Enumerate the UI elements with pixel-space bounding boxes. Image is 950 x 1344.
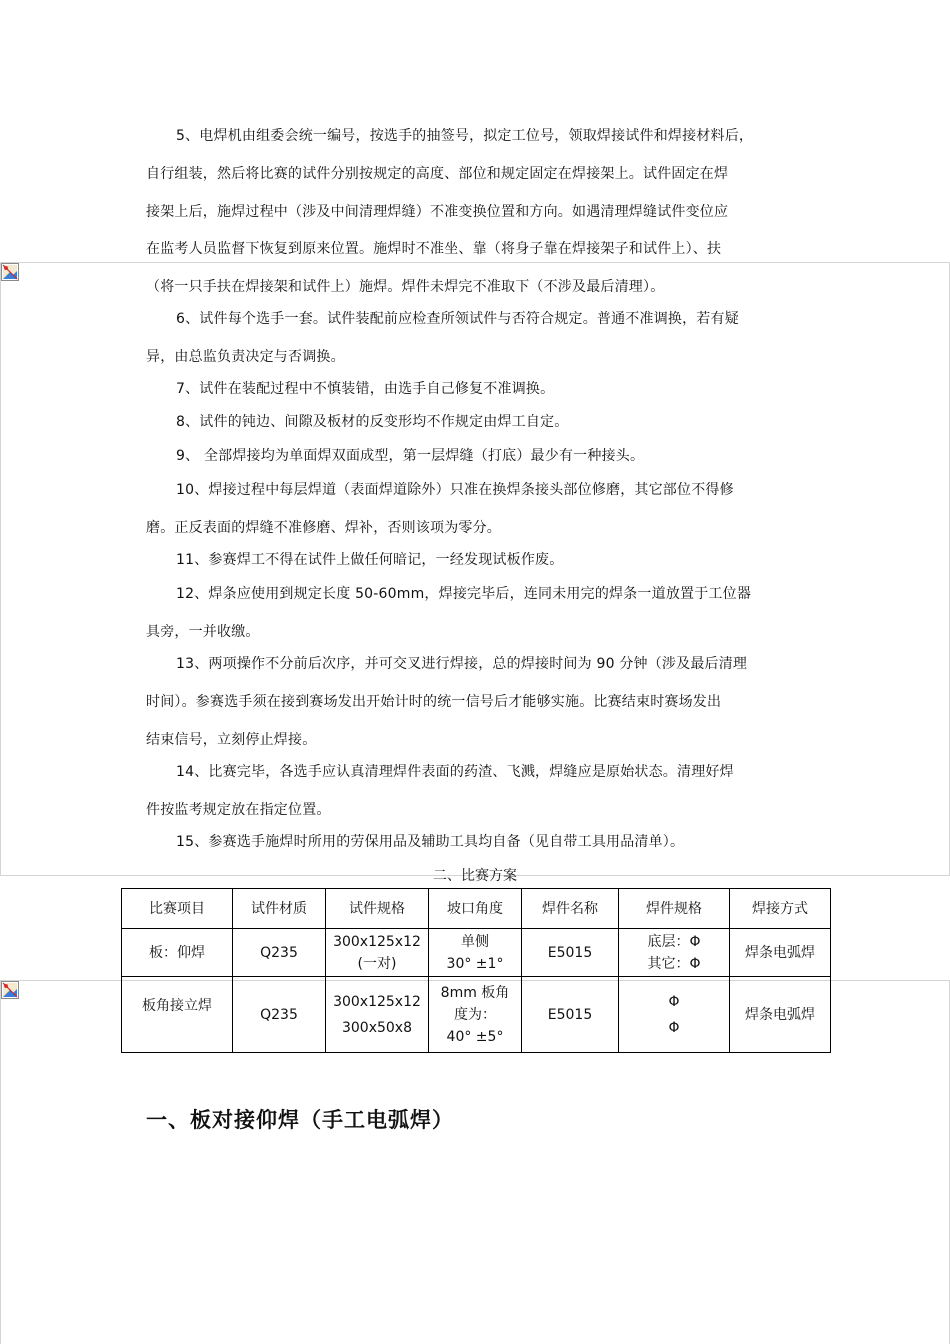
table-cell-line: 8mm 板角 [440, 984, 510, 1001]
text-line: 10、焊接过程中每层焊道（表面焊道除外）只准在换焊条接头部位修磨，其它部位不得修 [176, 482, 734, 498]
table-header-cell: 焊件规格 [619, 889, 730, 929]
table-cell [429, 977, 522, 1053]
table-cell: E5015 [522, 977, 619, 1053]
text-line: 11、参赛焊工不得在试件上做任何暗记，一经发现试板作废。 [176, 552, 564, 568]
table-cell: Q235 [233, 977, 326, 1053]
table-cell: 焊条电弧焊 [730, 977, 831, 1053]
table-header-row [122, 889, 831, 929]
text-line: 15、参赛选手施焊时所用的劳保用品及辅助工具均自备（见自带工具用品清单）。 [176, 834, 685, 850]
table-header-cell: 试件规格 [326, 889, 429, 929]
table-header-cell: 坡口角度 [429, 889, 522, 929]
table-cell-line: 单侧 [461, 933, 489, 950]
text-line: 自行组装，然后将比赛的试件分别按规定的高度、部位和规定固定在焊接架上。试件固定在焊 [146, 166, 729, 182]
table-caption: 二、比赛方案 [433, 868, 517, 884]
table-cell [429, 929, 522, 977]
text-line: 时间）。参赛选手须在接到赛场发出开始计时的统一信号后才能够实施。比赛结束时赛场发出 [146, 694, 722, 710]
table-cell-line: Φ [668, 993, 680, 1010]
broken-image-icon [1, 981, 19, 999]
text-line: 接架上后，施焊过程中（涉及中间清理焊缝）不准变换位置和方向。如遇清理焊缝试件变位应 [146, 204, 729, 220]
section-heading: 一、板对接仰焊（手工电弧焊） [146, 1108, 454, 1132]
text-line: （将一只手扶在焊接架和试件上）施焊。焊件未焊完不准取下（不涉及最后清理）。 [146, 279, 665, 295]
table-cell-line: 300x50x8 [341, 1019, 412, 1036]
table-cell-line: (一对) [357, 955, 397, 972]
table-row [122, 929, 831, 977]
table-row [122, 977, 831, 1053]
table-cell: E5015 [522, 929, 619, 977]
table-header-cell: 试件材质 [233, 889, 326, 929]
table-cell [326, 977, 429, 1053]
text-line: 13、两项操作不分前后次序，并可交叉进行焊接，总的焊接时间为 90 分钟（涉及最后清理 [176, 656, 748, 672]
table-cell [619, 977, 730, 1053]
text-line: 12、焊条应使用到规定长度 50-60mm，焊接完毕后，连同未用完的焊条一道放置于工位器 [176, 586, 752, 602]
text-line: 7、试件在装配过程中不慎装错，由选手自己修复不准调换。 [176, 381, 555, 397]
text-line: 9、 全部焊接均为单面焊双面成型，第一层焊缝（打底）最少有一种接头。 [176, 448, 645, 464]
text-line: 具旁，一并收缴。 [146, 624, 260, 640]
competition-plan-table [121, 888, 831, 1053]
table-cell-line: 300x125x12 [333, 933, 421, 950]
table-cell-line: 其它：Φ [647, 955, 701, 972]
text-line: 8、试件的钝边、间隙及板材的反变形均不作规定由焊工自定。 [176, 414, 569, 430]
text-line: 6、试件每个选手一套。试件装配前应检查所领试件与否符合规定。普通不准调换，若有疑 [176, 311, 739, 327]
table-cell: 焊条电弧焊 [730, 929, 831, 977]
table-cell-line: 度为： [454, 1006, 496, 1023]
table-header-cell: 焊件名称 [522, 889, 619, 929]
text-line: 结束信号，立刻停止焊接。 [146, 732, 317, 748]
text-line: 件按监考规定放在指定位置。 [146, 802, 331, 818]
table-cell [619, 929, 730, 977]
table-cell: 板角接立焊 [122, 977, 233, 1053]
text-line: 在监考人员监督下恢复到原来位置。施焊时不准坐、靠（将身子靠在焊接架子和试件上）、扶 [146, 241, 722, 257]
broken-image-icon [1, 263, 19, 281]
table-header-cell: 焊接方式 [730, 889, 831, 929]
table-cell-line: 30° ±1° [446, 955, 504, 972]
text-line: 磨。正反表面的焊缝不准修磨、焊补，否则该项为零分。 [146, 520, 501, 536]
table-cell-line: 300x125x12 [333, 993, 421, 1010]
table-cell-line: 40° ±5° [446, 1028, 504, 1045]
table-cell-line: Φ [668, 1019, 680, 1036]
table-cell-line: 底层：Φ [647, 933, 701, 950]
table-header-cell: 比赛项目 [122, 889, 233, 929]
text-line: 异，由总监负责决定与否调换。 [146, 349, 345, 365]
table-cell: 板：仰焊 [122, 929, 233, 977]
text-line: 5、电焊机由组委会统一编号，按选手的抽签号，拟定工位号，领取焊接试件和焊接材料后， [176, 128, 754, 144]
text-line: 14、比赛完毕，各选手应认真清理焊件表面的药渣、飞溅，焊缝应是原始状态。清理好焊 [176, 764, 734, 780]
table-cell: Q235 [233, 929, 326, 977]
table-cell [326, 929, 429, 977]
